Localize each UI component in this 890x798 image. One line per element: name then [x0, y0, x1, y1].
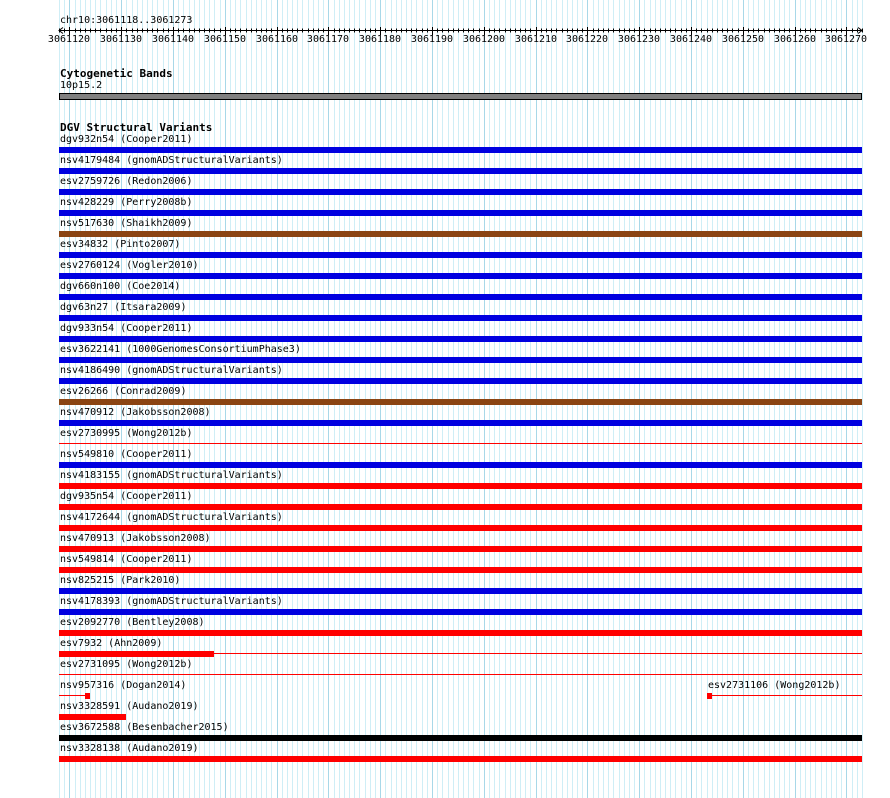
- feature-label[interactable]: nsv517630 (Shaikh2009): [60, 218, 193, 229]
- ruler-tick-label: 3061250: [721, 34, 765, 45]
- feature-id: nsv517630: [60, 218, 115, 229]
- feature-bar[interactable]: [59, 588, 862, 594]
- feature-id: nsv3328138: [60, 743, 121, 754]
- feature-study: Shaikh2009: [126, 218, 187, 229]
- ruler-tick-label: 3061140: [151, 34, 195, 45]
- feature-study: Wong2012b: [132, 428, 187, 439]
- feature-bar[interactable]: [59, 252, 862, 258]
- feature-bar[interactable]: [59, 399, 862, 405]
- feature-bar[interactable]: [59, 735, 862, 741]
- feature-bar[interactable]: [59, 483, 862, 489]
- feature-bar[interactable]: [59, 609, 862, 615]
- feature-id: nsv549810: [60, 449, 115, 460]
- feature-label[interactable]: esv2730995 (Wong2012b): [60, 428, 193, 439]
- feature-id: esv2731095: [60, 659, 121, 670]
- feature-id: nsv470913: [60, 533, 115, 544]
- feature-id: esv2731106: [708, 680, 769, 691]
- feature-label[interactable]: esv2759726 (Redon2006): [60, 176, 193, 187]
- ruler-tick-label: 3061200: [462, 34, 506, 45]
- feature-bar[interactable]: [59, 378, 862, 384]
- feature-id: nsv3328591: [60, 701, 121, 712]
- feature-study: Pinto2007: [120, 239, 175, 250]
- feature-bar[interactable]: [59, 567, 862, 573]
- feature-bar[interactable]: [59, 651, 214, 657]
- feature-label[interactable]: nsv4186490 (gnomADStructuralVariants): [60, 365, 283, 376]
- ruler-tick-label: 3061160: [255, 34, 299, 45]
- cytoband-bar[interactable]: [59, 93, 862, 100]
- feature-study: Jakobsson2008: [126, 407, 205, 418]
- feature-study: Vogler2010: [132, 260, 193, 271]
- feature-bar[interactable]: [59, 231, 862, 237]
- feature-study: Perry2008b: [126, 197, 187, 208]
- feature-label[interactable]: dgv63n27 (Itsara2009): [60, 302, 187, 313]
- feature-study: Coe2014: [132, 281, 175, 292]
- feature-bar[interactable]: [59, 168, 862, 174]
- feature-study: Audano2019: [132, 701, 193, 712]
- feature-study: Besenbacher2015: [132, 722, 223, 733]
- feature-id: esv2092770: [60, 617, 121, 628]
- ruler-tick-label: 3061230: [617, 34, 661, 45]
- feature-bar[interactable]: [59, 357, 862, 363]
- feature-label[interactable]: nsv4183155 (gnomADStructuralVariants): [60, 470, 283, 481]
- feature-id: nsv549814: [60, 554, 115, 565]
- feature-study: Redon2006: [132, 176, 187, 187]
- feature-id: esv2730995: [60, 428, 121, 439]
- feature-study: gnomADStructuralVariants: [132, 365, 277, 376]
- feature-label[interactable]: esv3622141 (1000GenomesConsortiumPhase3): [60, 344, 301, 355]
- ruler-tick-label: 3061190: [410, 34, 454, 45]
- feature-line[interactable]: [59, 443, 862, 444]
- ruler-tick-label: 3061240: [669, 34, 713, 45]
- feature-line[interactable]: [59, 674, 862, 675]
- feature-id: nsv470912: [60, 407, 115, 418]
- feature-bar[interactable]: [59, 294, 862, 300]
- ruler-tick-label: 3061220: [565, 34, 609, 45]
- feature-label[interactable]: nsv4172644 (gnomADStructuralVariants): [60, 512, 283, 523]
- feature-id: nsv4179484: [60, 155, 121, 166]
- feature-bar[interactable]: [59, 546, 862, 552]
- feature-bar[interactable]: [59, 630, 862, 636]
- feature-id: esv34832: [60, 239, 109, 250]
- feature-id: dgv935n54: [60, 491, 115, 502]
- feature-study: Cooper2011: [126, 491, 187, 502]
- feature-bar[interactable]: [59, 525, 862, 531]
- feature-id: esv7932: [60, 638, 103, 649]
- feature-bar[interactable]: [59, 756, 862, 762]
- feature-label[interactable]: nsv470913 (Jakobsson2008): [60, 533, 211, 544]
- ruler-tick-label: 3061180: [358, 34, 402, 45]
- feature-line[interactable]: [214, 653, 862, 654]
- feature-study: gnomADStructuralVariants: [132, 596, 277, 607]
- feature-study: Cooper2011: [126, 449, 187, 460]
- feature-id: dgv932n54: [60, 134, 115, 145]
- feature-study: Conrad2009: [120, 386, 181, 397]
- ruler-tick-label: 3061210: [514, 34, 558, 45]
- feature-id: esv3672588: [60, 722, 121, 733]
- feature-label[interactable]: nsv3328138 (Audano2019): [60, 743, 199, 754]
- ruler-tick-label: 3061260: [773, 34, 817, 45]
- feature-study: Wong2012b: [132, 659, 187, 670]
- feature-label[interactable]: dgv932n54 (Cooper2011): [60, 134, 193, 145]
- feature-study: Audano2019: [132, 743, 193, 754]
- feature-bar[interactable]: [59, 504, 862, 510]
- feature-label[interactable]: nsv549810 (Cooper2011): [60, 449, 193, 460]
- feature-label[interactable]: nsv428229 (Perry2008b): [60, 197, 193, 208]
- feature-bar[interactable]: [59, 336, 862, 342]
- ruler-tick-label: 3061270: [824, 34, 868, 45]
- feature-label[interactable]: esv34832 (Pinto2007): [60, 239, 181, 250]
- feature-study: Wong2012b: [780, 680, 835, 691]
- feature-bar[interactable]: [59, 210, 862, 216]
- feature-id: esv26266: [60, 386, 109, 397]
- feature-label[interactable]: dgv660n100 (Coe2014): [60, 281, 181, 292]
- feature-id: nsv4172644: [60, 512, 121, 523]
- feature-id: nsv428229: [60, 197, 115, 208]
- feature-block[interactable]: [707, 693, 712, 699]
- feature-study: gnomADStructuralVariants: [132, 155, 277, 166]
- feature-label[interactable]: esv2731095 (Wong2012b): [60, 659, 193, 670]
- dgv-track-title[interactable]: DGV Structural Variants: [60, 121, 213, 134]
- feature-bar[interactable]: [59, 315, 862, 321]
- feature-block[interactable]: [85, 693, 90, 699]
- feature-id: nsv4178393: [60, 596, 121, 607]
- feature-label[interactable]: esv3672588 (Besenbacher2015): [60, 722, 229, 733]
- feature-id: nsv4183155: [60, 470, 121, 481]
- feature-id: esv3622141: [60, 344, 121, 355]
- cytoband-track-title[interactable]: Cytogenetic Bands: [60, 67, 173, 80]
- feature-label[interactable]: esv26266 (Conrad2009): [60, 386, 187, 397]
- feature-study: Jakobsson2008: [126, 533, 205, 544]
- feature-bar[interactable]: [59, 462, 862, 468]
- feature-label[interactable]: dgv933n54 (Cooper2011): [60, 323, 193, 334]
- feature-study: Dogan2014: [126, 680, 181, 691]
- feature-study: Ahn2009: [114, 638, 157, 649]
- feature-study: Cooper2011: [126, 554, 187, 565]
- ruler-tick-label: 3061150: [203, 34, 247, 45]
- feature-label[interactable]: esv7932 (Ahn2009): [60, 638, 163, 649]
- feature-id: nsv4186490: [60, 365, 121, 376]
- feature-id: dgv63n27: [60, 302, 109, 313]
- feature-study: Cooper2011: [126, 134, 187, 145]
- feature-label[interactable]: nsv3328591 (Audano2019): [60, 701, 199, 712]
- feature-label[interactable]: nsv549814 (Cooper2011): [60, 554, 193, 565]
- region-label: chr10:3061118..3061273: [60, 15, 193, 26]
- feature-label[interactable]: nsv4179484 (gnomADStructuralVariants): [60, 155, 283, 166]
- feature-label[interactable]: nsv825215 (Park2010): [60, 575, 181, 586]
- feature-study: 1000GenomesConsortiumPhase3: [132, 344, 295, 355]
- ruler-tick-label: 3061130: [99, 34, 143, 45]
- feature-label[interactable]: esv2731106 (Wong2012b): [708, 680, 841, 691]
- feature-id: dgv933n54: [60, 323, 115, 334]
- feature-id: esv2760124: [60, 260, 121, 271]
- feature-label[interactable]: dgv935n54 (Cooper2011): [60, 491, 193, 502]
- feature-label[interactable]: nsv470912 (Jakobsson2008): [60, 407, 211, 418]
- ruler-tick-label: 3061120: [47, 34, 91, 45]
- feature-label[interactable]: esv2092770 (Bentley2008): [60, 617, 205, 628]
- feature-label[interactable]: nsv4178393 (gnomADStructuralVariants): [60, 596, 283, 607]
- feature-bar[interactable]: [59, 189, 862, 195]
- feature-label[interactable]: esv2760124 (Vogler2010): [60, 260, 199, 271]
- feature-id: esv2759726: [60, 176, 121, 187]
- feature-study: Park2010: [126, 575, 175, 586]
- feature-id: dgv660n100: [60, 281, 121, 292]
- feature-bar[interactable]: [59, 273, 862, 279]
- feature-study: gnomADStructuralVariants: [132, 470, 277, 481]
- feature-study: Cooper2011: [126, 323, 187, 334]
- ruler-tick-label: 3061170: [306, 34, 350, 45]
- cytoband-label[interactable]: 10p15.2: [60, 80, 103, 91]
- feature-id: nsv957316: [60, 680, 115, 691]
- feature-bar[interactable]: [59, 714, 126, 720]
- feature-bar[interactable]: [59, 147, 862, 153]
- feature-id: nsv825215: [60, 575, 115, 586]
- feature-bar[interactable]: [59, 420, 862, 426]
- feature-study: gnomADStructuralVariants: [132, 512, 277, 523]
- feature-study: Itsara2009: [120, 302, 181, 313]
- feature-label[interactable]: nsv957316 (Dogan2014): [60, 680, 187, 691]
- feature-study: Bentley2008: [132, 617, 199, 628]
- feature-line[interactable]: [707, 695, 862, 696]
